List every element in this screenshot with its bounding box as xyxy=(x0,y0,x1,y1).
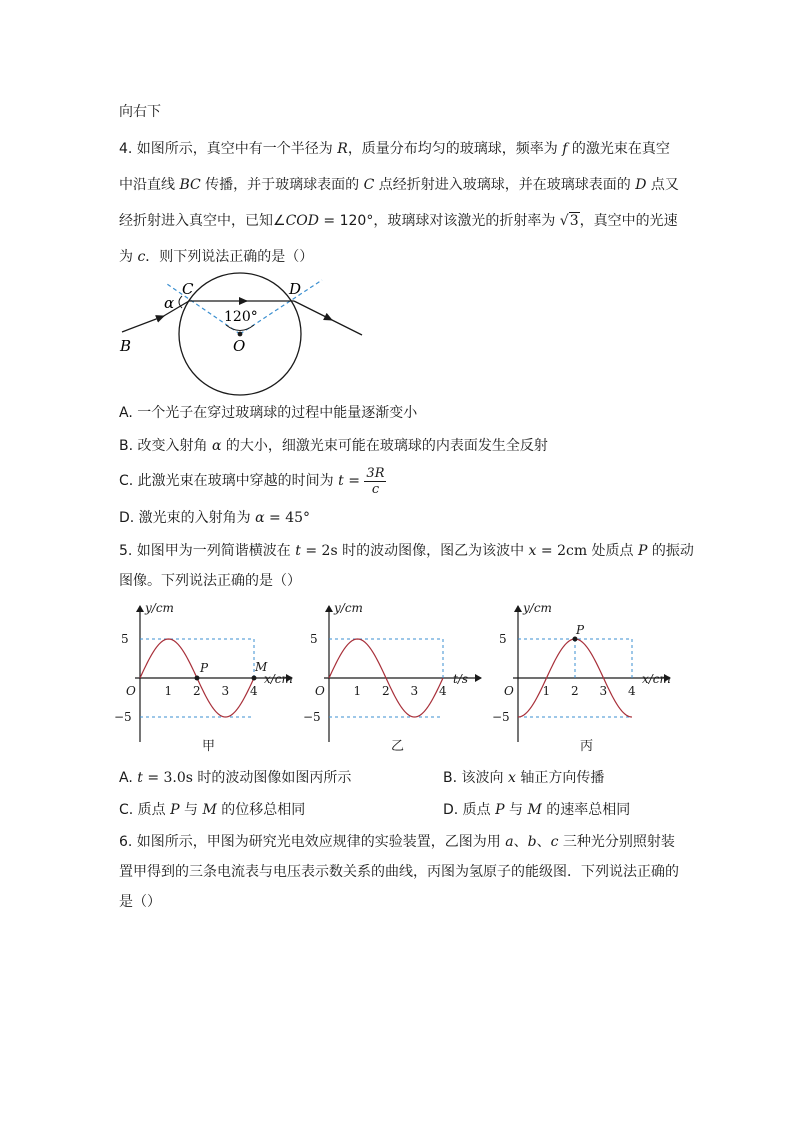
q5-line-1: 5. 如图甲为一列简谐横波在 t = 2s 时的波动图像，图乙为该波中 x = 2cm 处质点 P 的振动 xyxy=(119,543,694,559)
graph-bing-caption: 丙 xyxy=(580,739,594,754)
graph-2-xtick-2: 2 xyxy=(571,684,579,698)
graph-0-y-label: y/cm xyxy=(145,601,174,615)
q5-option-a[interactable]: A. t = 3.0s 时的波动图像如图丙所示 xyxy=(119,770,352,786)
graph-1-xtick-3: 3 xyxy=(410,684,419,698)
q4-option-d[interactable]: D. 激光束的入射角为 α = 45° xyxy=(119,510,311,526)
q5-line-2: 图像。下列说法正确的是（） xyxy=(119,573,301,589)
graph-yi-caption: 乙 xyxy=(391,739,405,754)
graph-2-p-label: P xyxy=(576,623,585,637)
point-c-label: C xyxy=(182,280,194,298)
q5-option-c[interactable]: C. 质点 P 与 M 的位移总相同 xyxy=(119,802,306,818)
q4-line-1: 4. 如图所示，真空中有一个半径为 R，质量分布均匀的玻璃球，频率为 f 的激光束在真空 xyxy=(119,141,670,157)
graph-2-origin: O xyxy=(504,684,514,698)
q5-graphs xyxy=(114,598,678,758)
graph-1-x-label: t/s xyxy=(453,672,469,686)
graph-2-x-label: x/cm xyxy=(642,672,671,686)
graph-1-y-label: y/cm xyxy=(334,601,363,615)
q6-line-2: 置甲得到的三条电流表与电压表示数关系的曲线，丙图为氢原子的能级图．下列说法正确的 xyxy=(119,864,679,880)
q4-line-2: 中沿直线 BC 传播，并于玻璃球表面的 C 点经折射进入玻璃球，并在玻璃球表面的 D 点又 xyxy=(119,177,679,193)
graph-0-p-label: P xyxy=(200,661,209,675)
alpha-label: α xyxy=(164,294,175,312)
graph-1-xtick-1: 1 xyxy=(353,684,362,698)
prev-answer-text: 向右下 xyxy=(119,104,161,120)
graph-2-y-label: y/cm xyxy=(523,601,552,615)
q4-option-b[interactable]: B. 改变入射角 α 的大小，细激光束可能在玻璃球的内表面发生全反射 xyxy=(119,438,548,454)
graph-0-origin: O xyxy=(126,684,136,698)
graph-2-ytick-5: 5 xyxy=(499,632,507,646)
q5-option-d[interactable]: D. 质点 P 与 M 的速率总相同 xyxy=(443,802,631,818)
angle-label: 120° xyxy=(224,309,258,325)
graph-2-xtick-1: 1 xyxy=(542,684,551,698)
q6-line-3: 是（） xyxy=(119,894,161,910)
graph-1-ytick-neg5: −5 xyxy=(303,710,321,724)
graph-2-ytick-neg5: −5 xyxy=(492,710,510,724)
graph-0-xtick-2: 2 xyxy=(193,684,201,698)
q4-glass-sphere-figure xyxy=(112,272,372,402)
q6-line-1: 6. 如图所示，甲图为研究光电效应规律的实验装置，乙图为用 a、b、c 三种光分别照射装 xyxy=(119,834,675,850)
point-o-label: O xyxy=(233,337,246,355)
graph-0-point-p xyxy=(195,676,200,681)
graph-0-m-label: M xyxy=(255,660,268,674)
q4-option-c[interactable]: C. 此激光束在玻璃中穿越的时间为 t = $\frac{3R}{c}$ xyxy=(119,465,385,497)
graph-0-ytick-neg5: −5 xyxy=(114,710,132,724)
graph-2-xtick-4: 4 xyxy=(628,684,636,698)
graph-0-xtick-1: 1 xyxy=(164,684,173,698)
point-d-label: D xyxy=(289,280,302,298)
graph-1-xtick-4: 4 xyxy=(439,684,447,698)
graph-0-xtick-4: 4 xyxy=(250,684,258,698)
q4-line-4: 为 c．则下列说法正确的是（） xyxy=(119,249,314,265)
point-b-label: B xyxy=(120,337,132,355)
graph-0-ytick-5: 5 xyxy=(121,632,129,646)
graph-2-point-p xyxy=(573,637,578,642)
graph-0-xtick-3: 3 xyxy=(221,684,230,698)
graph-0-point-m xyxy=(252,676,257,681)
graph-jia-caption: 甲 xyxy=(202,739,216,754)
graph-1-ytick-5: 5 xyxy=(310,632,318,646)
q5-option-b[interactable]: B. 该波向 x 轴正方向传播 xyxy=(443,770,605,786)
graph-0-x-label: x/cm xyxy=(264,672,293,686)
q4-option-a[interactable]: A. 一个光子在穿过玻璃球的过程中能量逐渐变小 xyxy=(119,405,418,421)
q4-line-3: 经折射进入真空中，已知∠COD = 120°，玻璃球对该激光的折射率为 √3，真空中的光速 xyxy=(119,213,678,229)
graph-1-xtick-2: 2 xyxy=(382,684,390,698)
graph-1-origin: O xyxy=(315,684,325,698)
graph-2-xtick-3: 3 xyxy=(599,684,608,698)
